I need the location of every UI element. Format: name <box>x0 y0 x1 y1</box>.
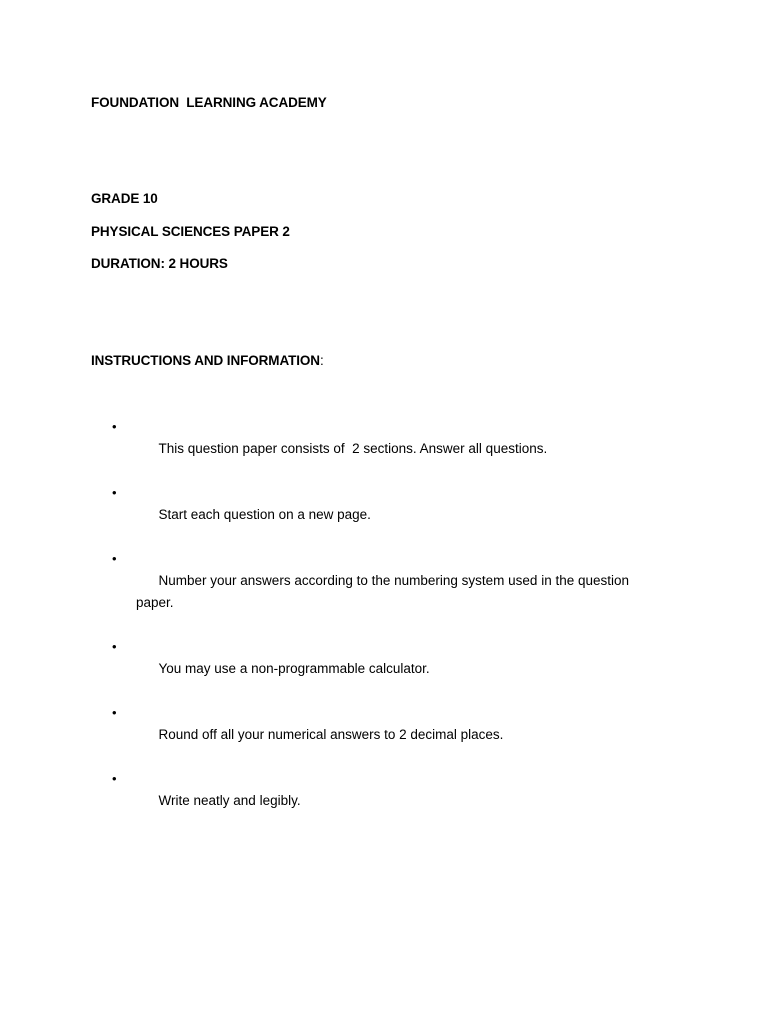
instructions-heading-colon: : <box>319 353 324 368</box>
bullet-icon: • <box>112 551 117 566</box>
subject-title: PHYSICAL SCIENCES PAPER 2 <box>91 224 290 239</box>
instruction-text: This question paper consists of 2 sections. Answer all questions. <box>158 441 548 456</box>
instruction-text: You may use a non-programmable calculator. <box>158 661 430 676</box>
instruction-item <box>0 702 666 768</box>
instruction-item <box>0 636 666 702</box>
instructions-heading <box>91 353 324 369</box>
instruction-text: Number your answers according to the numbering system used in the question paper. <box>136 573 633 610</box>
instruction-item <box>0 768 666 834</box>
instruction-text: Round off all your numerical answers to 2 decimal places. <box>158 727 504 742</box>
duration-label: DURATION: 2 HOURS <box>91 256 228 271</box>
instruction-item <box>0 482 666 548</box>
bullet-icon: • <box>112 705 117 720</box>
instruction-text: Write neatly and legibly. <box>158 793 301 808</box>
grade-label: GRADE 10 <box>91 191 158 206</box>
instructions-list <box>0 416 768 834</box>
bullet-icon: • <box>112 771 117 786</box>
school-name: FOUNDATION LEARNING ACADEMY <box>91 95 327 110</box>
instruction-item <box>0 548 666 636</box>
instructions-heading-text: INSTRUCTIONS AND INFORMATION <box>91 353 320 368</box>
bullet-icon: • <box>112 419 117 434</box>
bullet-icon: • <box>112 639 117 654</box>
instruction-item <box>0 416 666 482</box>
bullet-icon: • <box>112 485 117 500</box>
instruction-text: Start each question on a new page. <box>158 507 371 522</box>
